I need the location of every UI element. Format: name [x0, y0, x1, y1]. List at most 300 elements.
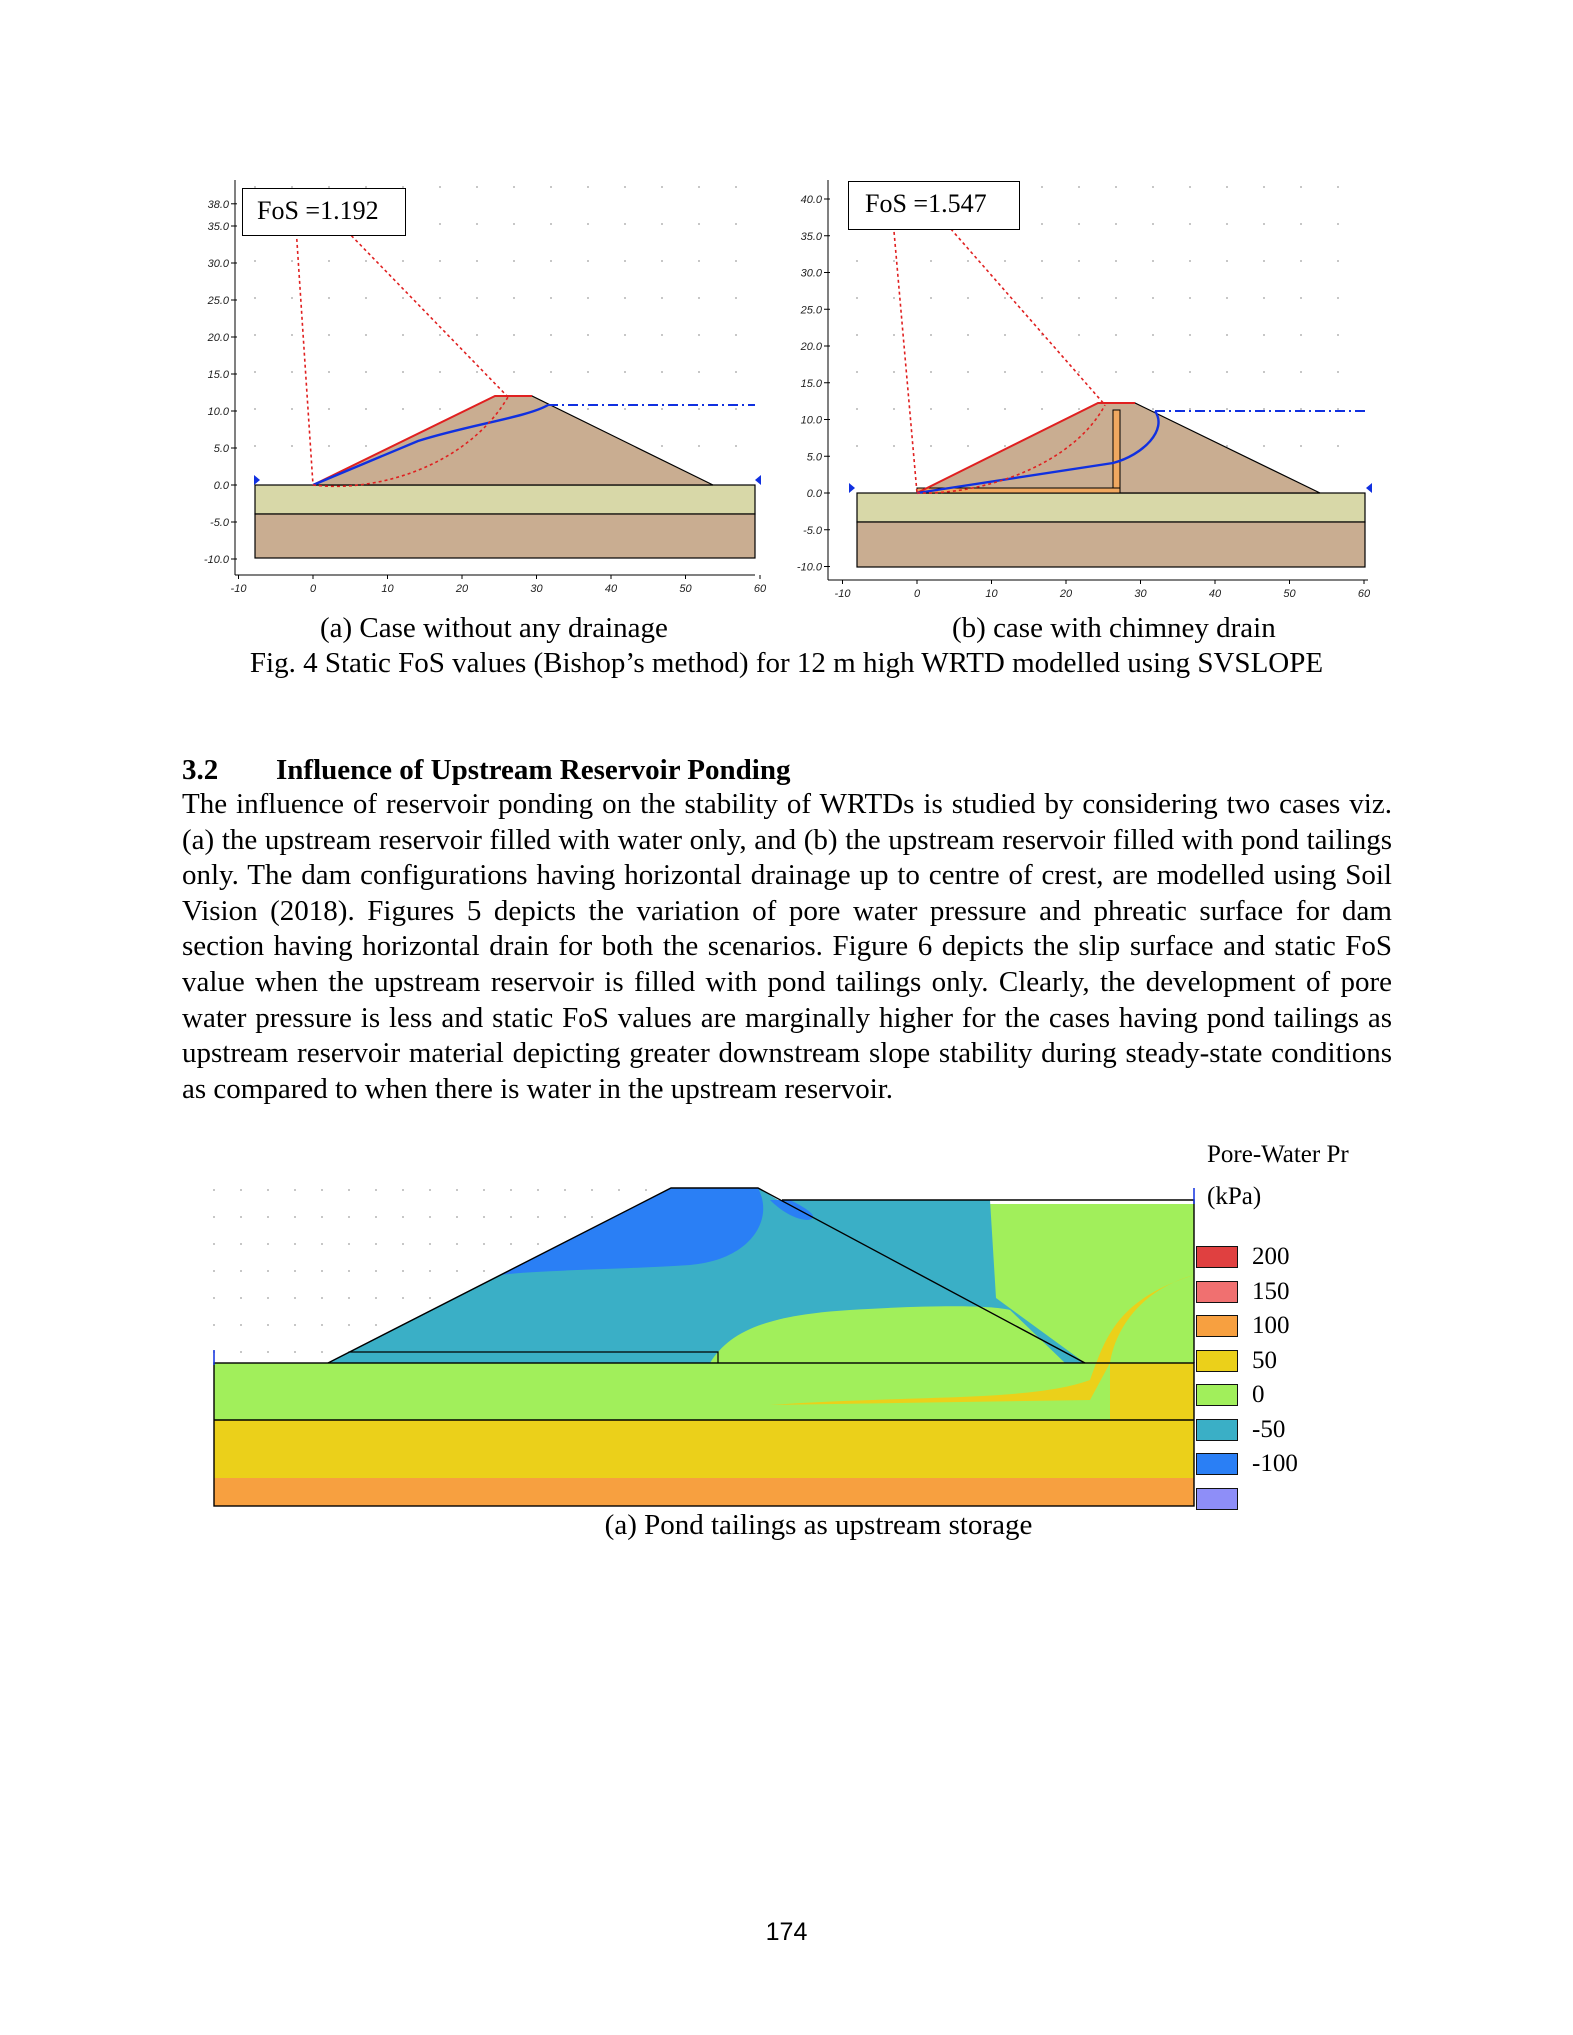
grid-dot	[483, 1189, 485, 1191]
grid-dot	[348, 1189, 350, 1191]
grid-dot	[698, 260, 700, 262]
grid-dot	[587, 408, 589, 410]
grid-dot	[1078, 260, 1080, 262]
grid-dot	[328, 260, 330, 262]
fig4a-caption: (a) Case without any drainage	[320, 612, 668, 644]
grid-dot	[1337, 223, 1339, 225]
grid-dot	[1078, 334, 1080, 336]
fig4a-y-ticks	[204, 199, 237, 566]
grid-dot	[267, 1189, 269, 1191]
legend-title-line2: (kPa)	[1207, 1183, 1262, 1210]
fig4b-caption: (b) case with chimney drain	[952, 612, 1276, 644]
grid-dot	[893, 260, 895, 262]
grid-dot	[1041, 408, 1043, 410]
grid-dot	[1004, 334, 1006, 336]
grid-dot	[1152, 334, 1154, 336]
grid-dot	[591, 1216, 593, 1218]
section-paragraph: The influence of reservoir ponding on the stability of WRTDs is studied by considering two cases viz. (a) the upstream reservoir filled with water only, and (b) the upstream reservoir filled with pond tailings only. The dam configurations having horizontal drainage up to centre of crest, are modelled using Soil Vision (2018). Figures 5 depicts the variation of pore water pressure and phreatic surface for dam section having horizontal drain for both the scenarios. Figure 6 depicts the slip surface and static FoS value when the upstream reservoir is filled with pond tailings only. Clearly, the development of pore water pressure is less and static FoS values are marginally higher for the cases having pond tailings as upstream reservoir material depicting greater downstream slope stability during steady-state conditions as compared to when there is water in the upstream reservoir.	[182, 788, 1392, 1105]
y-tick-label: 25.0	[800, 304, 822, 317]
grid-dot	[661, 408, 663, 410]
grid-dot	[1300, 223, 1302, 225]
x-tick-label: 60	[753, 583, 767, 595]
y-tick-label: 10.0	[207, 406, 229, 418]
fig5a-zone-yellow-right-lower	[1110, 1363, 1194, 1420]
grid-dot	[661, 445, 663, 447]
grid-dot	[1189, 371, 1191, 373]
grid-dot	[1263, 371, 1265, 373]
legend-swatch	[1196, 1281, 1238, 1303]
grid-dot	[893, 371, 895, 373]
grid-dot	[893, 445, 895, 447]
grid-dot	[1337, 371, 1339, 373]
grid-dot	[587, 297, 589, 299]
grid-dot	[1337, 186, 1339, 188]
grid-dot	[1337, 408, 1339, 410]
grid-dot	[1300, 260, 1302, 262]
grid-dot	[856, 297, 858, 299]
grid-dot	[735, 408, 737, 410]
section-heading	[182, 753, 790, 787]
fig5a-pore-pressure-contour	[210, 1180, 1200, 1510]
grid-dot	[661, 334, 663, 336]
grid-dot	[1300, 186, 1302, 188]
grid-dot	[1263, 408, 1265, 410]
grid-dot	[240, 1351, 242, 1353]
grid-dot	[365, 371, 367, 373]
grid-dot	[1152, 186, 1154, 188]
grid-dot	[1337, 334, 1339, 336]
grid-dot	[476, 371, 478, 373]
grid-dot	[624, 408, 626, 410]
grid-dot	[1115, 297, 1117, 299]
grid-dot	[1189, 334, 1191, 336]
grid-dot	[240, 1216, 242, 1218]
grid-dot	[267, 1297, 269, 1299]
grid-dot	[735, 334, 737, 336]
fig4b-foundation-bottom-layer	[857, 522, 1365, 567]
grid-dot	[375, 1324, 377, 1326]
grid-dot	[267, 1243, 269, 1245]
grid-dot	[429, 1270, 431, 1272]
grid-dot	[661, 223, 663, 225]
grid-dot	[240, 1189, 242, 1191]
grid-dot	[564, 1216, 566, 1218]
grid-dot	[967, 445, 969, 447]
x-tick-label: 0	[913, 588, 921, 600]
grid-dot	[1152, 408, 1154, 410]
grid-dot	[1226, 297, 1228, 299]
grid-dot	[1300, 371, 1302, 373]
grid-dot	[267, 1351, 269, 1353]
grid-dot	[439, 297, 441, 299]
grid-dot	[213, 1297, 215, 1299]
grid-dot	[1263, 334, 1265, 336]
grid-dot	[587, 334, 589, 336]
section-number: 3.2	[182, 754, 219, 786]
grid-dot	[456, 1216, 458, 1218]
grid-dot	[513, 260, 515, 262]
fig4a-plot	[188, 175, 768, 605]
grid-dot	[1004, 297, 1006, 299]
y-tick-label: 5.0	[806, 451, 822, 464]
x-tick-label: 40	[604, 583, 618, 595]
grid-dot	[1004, 445, 1006, 447]
grid-dot	[967, 408, 969, 410]
grid-dot	[294, 1216, 296, 1218]
grid-dot	[564, 1189, 566, 1191]
grid-dot	[402, 408, 404, 410]
grid-dot	[254, 408, 256, 410]
grid-dot	[1189, 260, 1191, 262]
grid-dot	[254, 371, 256, 373]
grid-dot	[1115, 371, 1117, 373]
grid-dot	[213, 1324, 215, 1326]
grid-dot	[1115, 260, 1117, 262]
grid-dot	[1078, 223, 1080, 225]
grid-dot	[537, 1189, 539, 1191]
x-tick-label: 30	[530, 583, 543, 595]
grid-dot	[402, 297, 404, 299]
grid-dot	[375, 1243, 377, 1245]
grid-dot	[735, 371, 737, 373]
grid-dot	[930, 334, 932, 336]
grid-dot	[402, 1216, 404, 1218]
grid-dot	[1041, 371, 1043, 373]
fig5a-zone-yellow-foundation	[214, 1420, 1194, 1478]
grid-dot	[618, 1189, 620, 1191]
grid-dot	[1337, 445, 1339, 447]
y-tick-label: -10.0	[796, 561, 822, 574]
grid-dot	[348, 1216, 350, 1218]
grid-dot	[550, 260, 552, 262]
fig4b-foundation-top-layer	[857, 493, 1365, 522]
grid-dot	[348, 1297, 350, 1299]
fig4a-fos-box	[242, 188, 406, 236]
grid-dot	[365, 297, 367, 299]
grid-dot	[1189, 223, 1191, 225]
legend-label: -100	[1252, 1450, 1298, 1477]
grid-dot	[856, 260, 858, 262]
grid-dot	[550, 223, 552, 225]
grid-dot	[1041, 297, 1043, 299]
grid-dot	[735, 186, 737, 188]
grid-dot	[550, 186, 552, 188]
grid-dot	[1226, 260, 1228, 262]
fig4a-dam-body	[313, 396, 713, 485]
legend-swatch	[1196, 1419, 1238, 1441]
grid-dot	[1041, 186, 1043, 188]
grid-dot	[375, 1189, 377, 1191]
grid-dot	[930, 371, 932, 373]
grid-dot	[856, 371, 858, 373]
grid-dot	[661, 297, 663, 299]
grid-dot	[321, 1189, 323, 1191]
x-tick-label: 50	[1283, 588, 1296, 600]
grid-dot	[1078, 186, 1080, 188]
grid-dot	[213, 1216, 215, 1218]
grid-dot	[291, 334, 293, 336]
grid-dot	[429, 1216, 431, 1218]
grid-dot	[856, 445, 858, 447]
grid-dot	[439, 371, 441, 373]
grid-dot	[483, 1243, 485, 1245]
grid-dot	[1004, 260, 1006, 262]
grid-dot	[587, 186, 589, 188]
grid-dot	[267, 1324, 269, 1326]
grid-dot	[550, 371, 552, 373]
fig5a-zone-orange-bottom	[214, 1478, 1194, 1506]
grid-dot	[1115, 334, 1117, 336]
legend-swatch	[1196, 1488, 1238, 1510]
y-tick-label: 0.0	[213, 480, 229, 492]
x-tick-label: 10	[381, 583, 394, 595]
grid-dot	[698, 297, 700, 299]
grid-dot	[294, 1270, 296, 1272]
grid-dot	[698, 186, 700, 188]
grid-dot	[240, 1243, 242, 1245]
grid-dot	[1152, 260, 1154, 262]
grid-dot	[291, 408, 293, 410]
fig4a-x-ticks	[231, 575, 767, 595]
fig4a-fos-label: FoS =1.192	[257, 196, 379, 225]
page-number: 174	[765, 1918, 808, 1946]
grid-dot	[1115, 223, 1117, 225]
grid-dot	[967, 297, 969, 299]
grid-dot	[967, 260, 969, 262]
grid-dot	[1226, 334, 1228, 336]
grid-dot	[537, 1216, 539, 1218]
x-tick-label: 50	[679, 583, 692, 595]
grid-dot	[294, 1351, 296, 1353]
grid-dot	[550, 297, 552, 299]
y-tick-label: 38.0	[207, 198, 229, 211]
grid-dot	[1300, 334, 1302, 336]
fig4a-right-boundary-marker	[755, 475, 761, 485]
grid-dot	[483, 1270, 485, 1272]
grid-dot	[1300, 445, 1302, 447]
grid-dot	[328, 297, 330, 299]
grid-dot	[624, 186, 626, 188]
fig4b-plot	[783, 175, 1373, 605]
grid-dot	[645, 1189, 647, 1191]
grid-dot	[1152, 371, 1154, 373]
grid-dot	[429, 1297, 431, 1299]
y-tick-label: 20.0	[207, 332, 229, 344]
grid-dot	[328, 371, 330, 373]
grid-dot	[1263, 223, 1265, 225]
grid-dot	[587, 371, 589, 373]
section-title: Influence of Upstream Reservoir Ponding	[276, 754, 791, 786]
grid-dot	[328, 334, 330, 336]
fig4a-radius-line-2	[343, 227, 508, 397]
grid-dot	[1078, 408, 1080, 410]
grid-dot	[661, 186, 663, 188]
legend-label: -50	[1252, 1415, 1286, 1443]
x-tick-label: 20	[455, 583, 469, 595]
grid-dot	[240, 1297, 242, 1299]
grid-dot	[429, 1243, 431, 1245]
grid-dot	[698, 334, 700, 336]
grid-dot	[1152, 223, 1154, 225]
grid-dot	[456, 1189, 458, 1191]
legend-swatch	[1196, 1246, 1238, 1268]
grid-dot	[439, 408, 441, 410]
grid-dot	[476, 223, 478, 225]
legend-label: 150	[1252, 1277, 1290, 1305]
grid-dot	[328, 408, 330, 410]
grid-dot	[267, 1270, 269, 1272]
legend-title-line1: Pore-Water Pr	[1207, 1141, 1349, 1168]
grid-dot	[365, 260, 367, 262]
grid-dot	[513, 297, 515, 299]
grid-dot	[1263, 445, 1265, 447]
grid-dot	[213, 1189, 215, 1191]
grid-dot	[735, 223, 737, 225]
grid-dot	[402, 1297, 404, 1299]
grid-dot	[321, 1324, 323, 1326]
grid-dot	[402, 260, 404, 262]
fig4a-foundation-bottom-layer	[255, 514, 755, 558]
grid-dot	[439, 223, 441, 225]
grid-dot	[510, 1216, 512, 1218]
legend-swatch	[1196, 1350, 1238, 1372]
grid-dot	[291, 297, 293, 299]
legend-label: 50	[1252, 1346, 1277, 1374]
grid-dot	[1078, 297, 1080, 299]
fig4-caption: Fig. 4 Static FoS values (Bishop’s method) for 12 m high WRTD modelled using SVSLOPE	[249, 647, 1324, 679]
grid-dot	[321, 1270, 323, 1272]
grid-dot	[328, 445, 330, 447]
grid-dot	[893, 408, 895, 410]
grid-dot	[439, 186, 441, 188]
y-tick-label: 35.0	[800, 230, 822, 243]
grid-dot	[365, 408, 367, 410]
legend-swatch	[1196, 1453, 1238, 1475]
grid-dot	[698, 371, 700, 373]
grid-dot	[254, 297, 256, 299]
grid-dot	[698, 408, 700, 410]
grid-dot	[402, 334, 404, 336]
grid-dot	[476, 334, 478, 336]
grid-dot	[1263, 186, 1265, 188]
grid-dot	[1078, 371, 1080, 373]
y-tick-label: 35.0	[207, 221, 229, 233]
grid-dot	[365, 334, 367, 336]
x-tick-label: 30	[1134, 588, 1147, 600]
grid-dot	[591, 1189, 593, 1191]
x-tick-label: -10	[230, 583, 247, 595]
grid-dot	[402, 1243, 404, 1245]
grid-dot	[476, 186, 478, 188]
fig4b-radius-line-2	[943, 220, 1105, 405]
grid-dot	[930, 408, 932, 410]
fig4a-foundation-top-layer	[255, 485, 755, 514]
grid-dot	[893, 297, 895, 299]
grid-dot	[967, 371, 969, 373]
grid-dot	[321, 1243, 323, 1245]
grid-dot	[856, 408, 858, 410]
grid-dot	[1337, 260, 1339, 262]
fig4b-fos-box	[848, 181, 1020, 230]
grid-dot	[698, 223, 700, 225]
fig4a-left-boundary-marker	[254, 475, 260, 485]
grid-dot	[365, 445, 367, 447]
legend-swatch	[1196, 1315, 1238, 1337]
grid-dot	[1189, 186, 1191, 188]
y-tick-label: 10.0	[800, 414, 822, 427]
grid-dot	[213, 1270, 215, 1272]
grid-dot	[429, 1189, 431, 1191]
grid-dot	[856, 334, 858, 336]
y-tick-label: -10.0	[203, 554, 229, 566]
grid-dot	[1226, 223, 1228, 225]
grid-dot	[1263, 260, 1265, 262]
grid-dot	[254, 445, 256, 447]
grid-dot	[624, 260, 626, 262]
grid-dot	[1226, 186, 1228, 188]
grid-dot	[476, 297, 478, 299]
grid-dot	[254, 260, 256, 262]
legend-label: 200	[1252, 1243, 1290, 1270]
fig4b-radius-line-1	[893, 220, 917, 493]
grid-dot	[1041, 223, 1043, 225]
grid-dot	[513, 223, 515, 225]
grid-dot	[1115, 186, 1117, 188]
fig4a-radius-line-1	[296, 227, 313, 485]
grid-dot	[1189, 408, 1191, 410]
grid-dot	[735, 445, 737, 447]
x-tick-label: 60	[1357, 588, 1371, 600]
grid-dot	[321, 1216, 323, 1218]
y-tick-label: 25.0	[207, 295, 229, 307]
grid-dot	[476, 260, 478, 262]
grid-dot	[456, 1243, 458, 1245]
grid-dot	[321, 1297, 323, 1299]
grid-dot	[1226, 445, 1228, 447]
grid-dot	[1226, 371, 1228, 373]
grid-dot	[402, 1270, 404, 1272]
grid-dot	[1300, 408, 1302, 410]
y-tick-label: 5.0	[213, 443, 229, 455]
grid-dot	[624, 297, 626, 299]
grid-dot	[1337, 297, 1339, 299]
grid-dot	[1004, 371, 1006, 373]
grid-dot	[930, 297, 932, 299]
grid-dot	[483, 1216, 485, 1218]
grid-dot	[240, 1270, 242, 1272]
grid-dot	[1263, 297, 1265, 299]
y-tick-label: 15.0	[207, 369, 229, 381]
grid-dot	[294, 1324, 296, 1326]
grid-dot	[1004, 408, 1006, 410]
grid-dot	[291, 371, 293, 373]
grid-dot	[1189, 297, 1191, 299]
y-tick-label: 20.0	[800, 341, 822, 353]
legend-swatch	[1196, 1384, 1238, 1406]
grid-dot	[735, 260, 737, 262]
fig4b-x-ticks	[835, 580, 1371, 600]
grid-dot	[624, 371, 626, 373]
grid-dot	[661, 260, 663, 262]
grid-dot	[375, 1216, 377, 1218]
grid-dot	[348, 1243, 350, 1245]
grid-dot	[510, 1189, 512, 1191]
grid-dot	[661, 371, 663, 373]
grid-dot	[735, 297, 737, 299]
y-tick-label: 30.0	[800, 267, 822, 280]
fig4b-fos-label: FoS =1.547	[865, 189, 987, 218]
grid-dot	[1300, 297, 1302, 299]
